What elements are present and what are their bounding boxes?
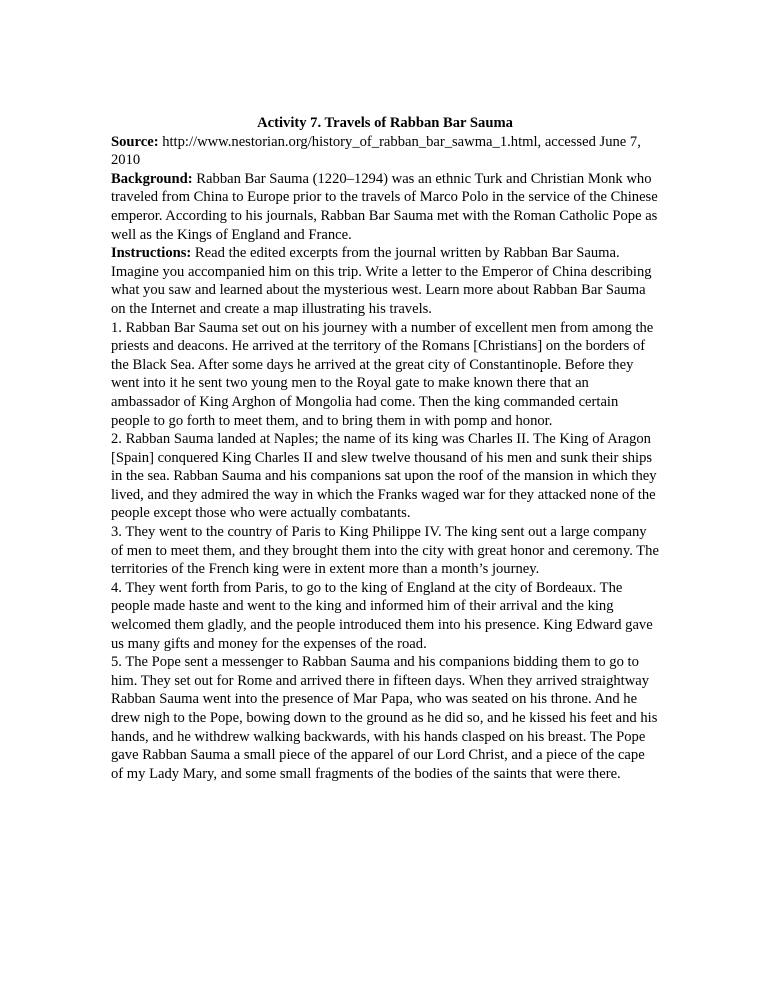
instructions-label: Instructions: [111,245,192,262]
excerpt-3: 3. They went to the country of Paris to King Philippe IV. The king sent out a large company of men to meet them, and they brought them into the city with great honor and ceremony. The territories of the French king were in extent more than a month’s journey. [111,524,659,578]
background-label: Background: [111,170,193,187]
excerpt-2: 2. Rabban Sauma landed at Naples; the name of its king was Charles II. The King of Aragon [Spain] conquered King Charles II and slew twelve thousand of his men and sunk their ships in the sea. Rabban Sauma and his companions sat upon the roof of the mansion in which they lived, and they admired the way in which the Franks waged war for they attacked none of the people except those who were actually combatants. [111,431,657,522]
activity-title: Activity 7. Travels of Rabban Bar Sauma [257,115,513,131]
instructions-text: Read the edited excerpts from the journal written by Rabban Bar Sauma. Imagine you accompanied him on this trip. Write a letter to the Emperor of China describing what you saw and learned about the mysterious west. Learn more about Rabban Bar Sauma on the Internet and create a map illustrating his travels. [111,245,652,317]
background-text: Rabban Bar Sauma (1220–1294) was an ethnic Turk and Christian Monk who traveled from China to Europe prior to the travels of Marco Polo in the service of the Chinese emperor. According to his journals, Rabban Bar Sauma met with the Roman Catholic Pope as well as the Kings of England and France. [111,170,658,243]
source-label: Source: [111,133,159,150]
excerpt-5: 5. The Pope sent a messenger to Rabban Sauma and his companions bidding them to go to him. They set out for Rome and arrived there in fifteen days. When they arrived straightway Rabban Sauma went into the presence of Mar Papa, who was seated on his throne. And he drew nigh to the Pope, bowing down to the ground as he did so, and he kissed his feet and his hands, and he withdrew walking backwards, with his hands clasped on his breast. The Pope gave Rabban Sauma a small piece of the apparel of our Lord Christ, and a piece of the cape of my Lady Mary, and some small fragments of the bodies of the saints that were there. [111,654,658,782]
excerpt-1: 1. Rabban Bar Sauma set out on his journey with a number of excellent men from among the priests and deacons. He arrived at the territory of the Romans [Christians] on the borders of the Black Sea. After some days he arrived at the great city of Constantinople. Before they went into it he sent two young men to the Royal gate to make known there that an ambassador of King Arghon of Mongolia had come. Then the king commanded certain people to go forth to meet them, and to bring them in with pomp and honor. [111,319,654,429]
source-text: http://www.nestorian.org/history_of_rabban_bar_sawma_1.html, accessed June 7, 2010 [111,133,641,169]
source-paragraph [111,133,659,170]
background-paragraph [111,170,659,244]
instructions-paragraph [111,244,659,318]
excerpt-4: 4. They went forth from Paris, to go to the king of England at the city of Bordeaux. The people made haste and went to the king and informed him of their arrival and the king welcomed them gladly, and the people introduced them into his presence. King Edward gave us many gifts and money for the expenses of the road. [111,579,653,652]
document-page [111,114,659,783]
